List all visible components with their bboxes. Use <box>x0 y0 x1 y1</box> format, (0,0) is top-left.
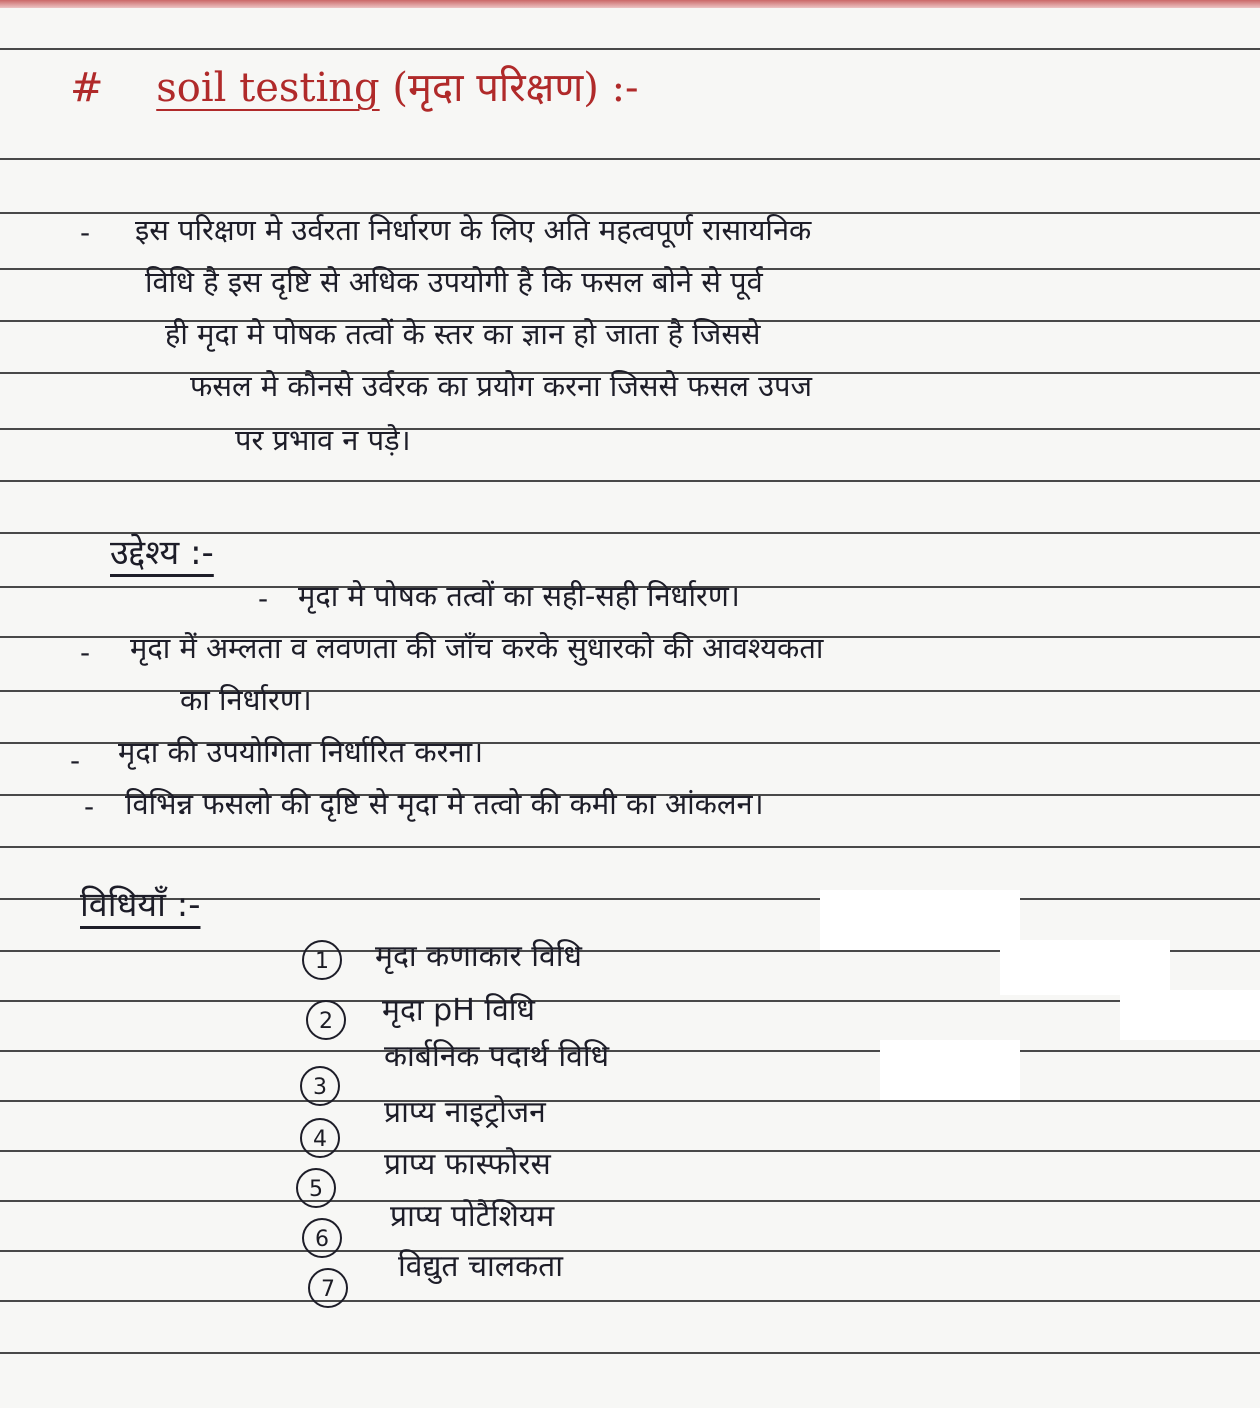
method-item: विद्युत चालकता <box>398 1249 564 1284</box>
method-item: प्राप्य नाइट्रोजन <box>384 1095 546 1130</box>
intro-line: पर प्रभाव न पड़े। <box>235 423 411 457</box>
method-item: प्राप्य पोटैशियम <box>390 1199 555 1234</box>
blank-patch <box>820 890 1020 950</box>
method-number: 3 <box>300 1066 340 1106</box>
method-item: मृदा कणाकार विधि <box>375 939 582 974</box>
objective-bullet: - <box>258 582 269 615</box>
method-number: 5 <box>296 1168 336 1208</box>
method-number: 6 <box>302 1218 342 1258</box>
method-item: प्राप्य फास्फोरस <box>384 1147 551 1182</box>
intro-line: ही मृदा मे पोषक तत्वों के स्तर का ज्ञान हो जाता है जिससे <box>165 317 761 351</box>
intro-bullet: - <box>80 216 91 249</box>
blank-patch <box>1000 940 1170 995</box>
blank-patch <box>880 1040 1020 1100</box>
title-english: soil testing <box>156 65 380 111</box>
blank-patch <box>1120 990 1260 1040</box>
objective-item: मृदा में अम्लता व लवणता की जाँच करके सुधारको की आवश्यकता <box>130 631 824 665</box>
intro-line: इस परिक्षण मे उर्वरता निर्धारण के लिए अति महत्वपूर्ण रासायनिक <box>135 213 812 247</box>
objective-item: का निर्धारण। <box>180 683 312 717</box>
objectives-heading: उद्देश्य :- <box>110 533 214 573</box>
objective-bullet: - <box>84 790 95 823</box>
method-number: 2 <box>306 1000 346 1040</box>
title-hash: # <box>70 65 104 111</box>
objective-bullet: - <box>70 744 81 777</box>
title-hindi: (मृदा परिक्षण) :- <box>392 65 639 111</box>
method-number: 1 <box>302 940 342 980</box>
method-number: 7 <box>308 1268 348 1308</box>
objective-bullet: - <box>80 636 91 669</box>
method-item: कार्बनिक पदार्थ विधि <box>384 1039 610 1074</box>
page-top-edge <box>0 0 1260 8</box>
intro-line: फसल मे कौनसे उर्वरक का प्रयोग करना जिससे फसल उपज <box>190 369 812 403</box>
method-number: 4 <box>300 1118 340 1158</box>
objective-item: मृदा मे पोषक तत्वों का सही-सही निर्धारण। <box>298 579 740 613</box>
objective-item: मृदा की उपयोगिता निर्धारित करना। <box>118 735 484 769</box>
method-item: मृदा pH विधि <box>382 993 535 1028</box>
intro-line: विधि है इस दृष्टि से अधिक उपयोगी है कि फसल बोने से पूर्व <box>145 265 763 299</box>
objective-item: विभिन्न फसलो की दृष्टि से मृदा मे तत्वो की कमी का आंकलन। <box>125 787 764 821</box>
methods-heading: विधियाँ :- <box>80 885 201 925</box>
page-title <box>70 58 639 113</box>
